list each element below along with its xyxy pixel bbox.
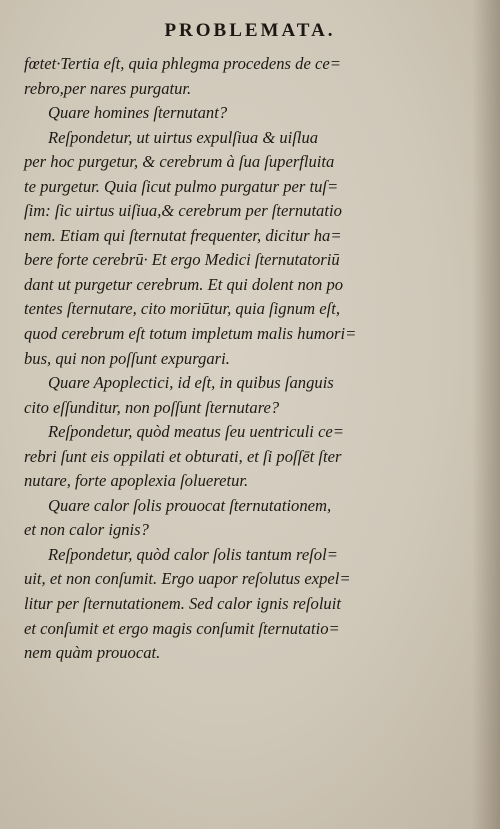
text-line: cito eſſunditur, non poſſunt ſternutare? [24,397,280,417]
text-line: rebro,per nares purgatur. [24,78,192,98]
answer-line: Reſpondetur, quòd calor ſolis tantum reſol= [48,544,338,564]
text-line: tentes ſternutare, cito moriūtur, quia ſignum eſt, [24,299,341,319]
answer-line: Reſpondetur, quòd meatus ſeu uentriculi ce= [48,422,344,442]
text-line: nem quàm prouocat. [24,643,161,663]
text-line: et conſumit et ergo magis conſumit ſternutatio= [24,618,340,638]
text-line: quod cerebrum eſt totum impletum malis humori= [24,324,357,344]
text-line: et non calor ignis? [24,520,149,540]
text-line: te purgetur. Quia ſicut pulmo purgatur per tuſ= [24,176,339,196]
question-line: Quare homines ſternutant? [48,103,228,123]
text-line: bus, qui non poſſunt expurgari. [24,348,230,368]
answer-line: Reſpondetur, ut uirtus expulſiua & uiſlua [48,127,319,147]
text-line: rebri ſunt eis oppilati et obturati, et ſi poſſēt ſter [24,446,342,466]
text-line: litur per ſternutationem. Sed calor ignis reſoluit [24,594,341,614]
page-text [24,52,396,666]
text-line: fœtet·Tertia eſt, quia phlegma procedens de ce= [24,54,341,73]
text-line: dant ut purgetur cerebrum. Et qui dolent non po [24,274,344,294]
text-line: uit, et non conſumit. Ergo uapor reſolutus expel= [24,569,351,589]
text-line: ſim: ſic uirtus uiſiua,& cerebrum per ſternutatio [24,201,342,221]
page-edge-shadow [472,0,500,829]
text-line: nem. Etiam qui ſternutat frequenter, dicitur ha= [24,225,342,245]
running-header: PROBLEMATA. [164,20,336,41]
text-line: per hoc purgetur, & cerebrum à ſua ſuperfluita [24,152,335,172]
question-line: Quare calor ſolis prouocat ſternutationem, [48,495,332,515]
text-line: nutare, forte apoplexia ſolueretur. [24,471,249,491]
text-line: bere forte cerebrū· Et ergo Medici ſternutatoriū [24,250,340,270]
question-line: Quare Apoplectici, id eſt, in quibus ſanguis [48,373,334,393]
